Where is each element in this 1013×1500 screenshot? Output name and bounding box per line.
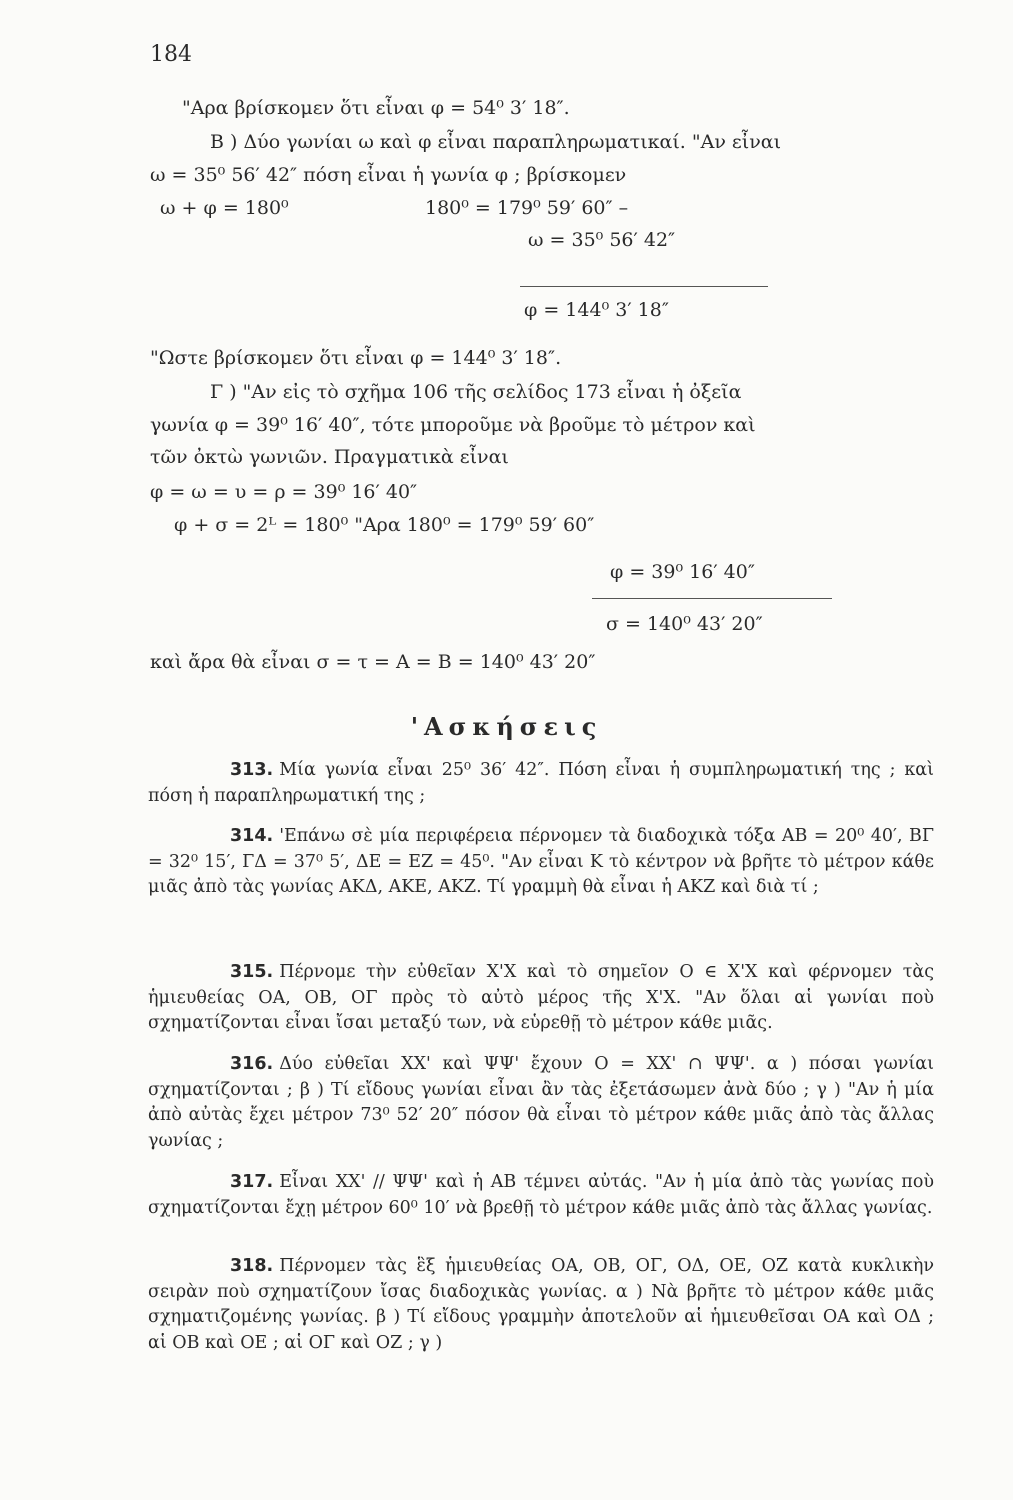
math-result: φ = 144⁰ 3′ 18″ [524, 299, 669, 321]
exercise-number: 314 . [148, 826, 273, 846]
exercise-314 [148, 824, 934, 901]
exercise-316 [148, 1052, 934, 1154]
text-line: τῶν ὀκτὼ γωνιῶν. Πραγματικὰ εἶναι [150, 446, 509, 468]
exercise-318 [148, 1254, 934, 1356]
text-line: "Αρα βρίσκομεν ὅτι εἶναι φ = 54⁰ 3′ 18″. [182, 97, 570, 119]
exercise-text: 'Επάνω σὲ μία περιφέρεια πέρνομεν τὰ διαδοχικὰ τόξα ΑΒ = 20⁰ 40′, ΒΓ = 32⁰ 15′, ΓΔ = 37⁰ 5′, ΔΕ = ΕΖ = 45⁰. "Αν εἶναι Κ τὸ κέντρον νὰ βρῆτε τὸ μέτρον κάθε μιᾶς ἀπὸ τὰς γωνίας ΑΚΔ, ΑΚΕ, ΑΚΖ. Τί γραμμὴ θὰ εἶναι ἡ ΑΚΖ καὶ διὰ τί ; [148, 826, 934, 897]
text-line: καὶ ἄρα θὰ εἶναι σ = τ = Α = Β = 140⁰ 43′ 20″ [150, 651, 596, 673]
math-line: φ + σ = 2ᴸ = 180⁰ "Αρα 180⁰ = 179⁰ 59′ 60″ [174, 514, 595, 536]
math-line: φ = ω = υ = ρ = 39⁰ 16′ 40″ [150, 481, 418, 503]
exercise-number: 315 . [148, 962, 273, 982]
subtraction-rule [520, 286, 768, 287]
math-line: ω + φ = 180⁰ [160, 197, 289, 219]
exercise-313 [148, 758, 934, 809]
exercise-number: 316 . [148, 1054, 273, 1074]
exercises-heading: 'Ασκήσεις [410, 712, 603, 741]
text-line: Γ ) "Αν εἰς τὸ σχῆμα 106 τῆς σελίδος 173 εἶναι ἡ ὀξεῖα [210, 381, 742, 403]
exercise-number: 317 . [148, 1172, 273, 1192]
exercise-text: Πέρνομεν τὰς ἓξ ἡμιευθείας ΟΑ, ΟΒ, ΟΓ, ΟΔ, ΟΕ, ΟΖ κατὰ κυκλικὴν σειρὰν ποὺ σχηματίζουν ἴσας διαδοχικὰς γωνίας. α ) Νὰ βρῆτε τὸ μέτρον κάθε μιᾶς σχηματιζομένης γωνίας. β ) Τί εἴδους γραμμὴν ἀποτελοῦν αἱ ἡμιευθεῖσαι ΟΑ καὶ ΟΔ ; αἱ ΟΒ καὶ ΟΕ ; αἱ ΟΓ καὶ ΟΖ ; γ ) [148, 1256, 934, 1353]
exercise-317 [148, 1170, 934, 1221]
exercise-number: 313 . [148, 760, 273, 780]
exercise-text: Μία γωνία εἶναι 25⁰ 36′ 42″. Πόση εἶναι ἡ συμπληρωματική της ; καὶ πόση ἡ παραπληρωματική της ; [148, 760, 934, 806]
math-result: σ = 140⁰ 43′ 20″ [606, 613, 763, 635]
page-number: 184 [150, 42, 192, 67]
text-line: γωνία φ = 39⁰ 16′ 40″, τότε μποροῦμε νὰ βροῦμε τὸ μέτρον καὶ [150, 414, 756, 436]
math-line: φ = 39⁰ 16′ 40″ [610, 561, 755, 583]
text-line: Β ) Δύο γωνίαι ω καὶ φ εἶναι παραπληρωματικαί. "Αν εἶναι [210, 131, 782, 153]
exercise-text: Πέρνομε τὴν εὐθεῖαν Χ'Χ καὶ τὸ σημεῖον Ο ∈ Χ'Χ καὶ φέρνομεν τὰς ἡμιευθείας ΟΑ, ΟΒ, ΟΓ πρὸς τὸ αὐτὸ μέρος τῆς Χ'Χ. "Αν ὅλαι αἱ γωνίαι ποὺ σχηματίζονται εἶναι ἴσαι μεταξύ των, νὰ εὑρεθῇ τὸ μέτρον κάθε μιᾶς. [148, 962, 934, 1033]
exercise-315 [148, 960, 934, 1037]
math-line: ω = 35⁰ 56′ 42″ [528, 229, 676, 251]
math-line: 180⁰ = 179⁰ 59′ 60″ – [425, 197, 629, 219]
text-line: "Ωστε βρίσκομεν ὅτι εἶναι φ = 144⁰ 3′ 18″. [150, 347, 562, 369]
subtraction-rule [592, 598, 832, 599]
exercise-text: Εἶναι ΧΧ' // ΨΨ' καὶ ἡ ΑΒ τέμνει αὐτάς. "Αν ἡ μία ἀπὸ τὰς γωνίας ποὺ σχηματίζονται ἔχῃ μέτρον 60⁰ 10′ νὰ βρεθῇ τὸ μέτρον κάθε μιᾶς ἀπὸ τὰς ἄλλας γωνίας. [148, 1172, 934, 1218]
exercise-text: Δύο εὐθεῖαι ΧΧ' καὶ ΨΨ' ἔχουν Ο = ΧΧ' ∩ ΨΨ'. α ) πόσαι γωνίαι σχηματίζονται ; β ) Τί εἴδους γωνίαι εἶναι ἂν τὰς ἐξετάσωμεν ἀνὰ δύο ; γ ) "Αν ἡ μία ἀπὸ αὐτὰς ἔχει μέτρον 73⁰ 52′ 20″ πόσον θὰ εἶναι τὸ μέτρον κάθε μιᾶς ἀπὸ τὰς ἄλλας γωνίας ; [148, 1054, 934, 1151]
exercise-number: 318 . [148, 1256, 273, 1276]
text-line: ω = 35⁰ 56′ 42″ πόση εἶναι ἡ γωνία φ ; βρίσκομεν [150, 164, 627, 186]
